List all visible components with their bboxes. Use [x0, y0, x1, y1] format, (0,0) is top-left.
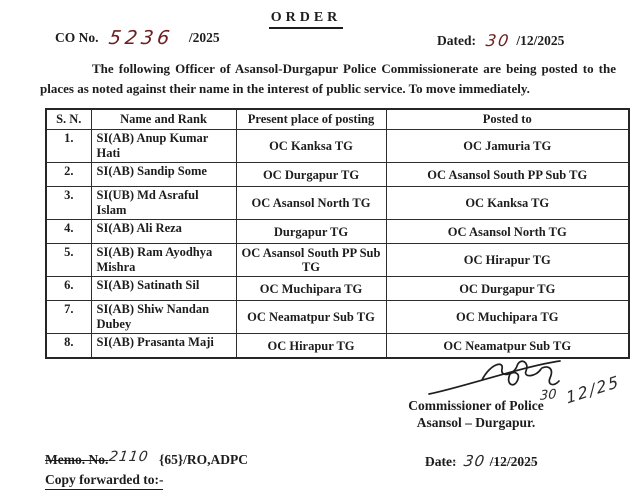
- cell-name: SI(AB) Sandip Some: [91, 163, 236, 187]
- signatory-location: Asansol – Durgapur.: [416, 415, 536, 430]
- cell-posted: OC Kanksa TG: [386, 187, 629, 220]
- cell-posted: OC Asansol North TG: [386, 220, 629, 244]
- cell-name: SI(UB) Md Asraful Islam: [91, 187, 236, 220]
- cell-posted: OC Durgapur TG: [386, 277, 629, 301]
- order-title: ORDER: [269, 10, 344, 29]
- footer-date-value: /12/2025: [489, 454, 538, 469]
- posting-table: [45, 108, 630, 359]
- header-sn: S. N.: [46, 109, 91, 130]
- dated-date: /12/2025: [516, 33, 565, 48]
- cell-present: OC Asansol North TG: [236, 187, 386, 220]
- cell-sn: 2.: [46, 163, 91, 187]
- cell-sn: 7.: [46, 301, 91, 334]
- signature-date-rest-handwritten: 12/25: [564, 371, 622, 408]
- order-body-paragraph: The following Officer of Asansol-Durgapur Police Commissionerate are being posted to the places as noted against their name in the interest of public service. To move immediately.: [40, 61, 616, 96]
- memo-ref: {65}/RO,ADPC: [159, 452, 249, 467]
- cell-posted: OC Jamuria TG: [386, 130, 629, 163]
- signature-block: [390, 354, 620, 438]
- cell-posted: OC Hirapur TG: [386, 244, 629, 277]
- cell-posted: OC Muchipara TG: [386, 301, 629, 334]
- table-row: [46, 163, 629, 187]
- footer-date-day-handwritten: 30: [463, 452, 487, 470]
- co-number-line: [55, 27, 220, 49]
- header-posted: Posted to: [386, 109, 629, 130]
- dated-day-handwritten: 30: [484, 31, 512, 50]
- cell-name: SI(AB) Ram Ayodhya Mishra: [91, 244, 236, 277]
- cell-present: OC Durgapur TG: [236, 163, 386, 187]
- cell-sn: 6.: [46, 277, 91, 301]
- cell-name: SI(AB) Prasanta Maji: [91, 334, 236, 359]
- table-row: [46, 187, 629, 220]
- cell-name: SI(AB) Satinath Sil: [91, 277, 236, 301]
- table-header-row: [46, 109, 629, 130]
- signature-date-day-handwritten: 30: [539, 387, 557, 404]
- cell-present: OC Kanksa TG: [236, 130, 386, 163]
- memo-label: Memo. No.: [45, 452, 109, 467]
- header-present: Present place of posting: [236, 109, 386, 130]
- cell-posted: OC Neamatpur Sub TG: [386, 334, 629, 359]
- footer-date-line: [425, 452, 538, 470]
- cell-sn: 1.: [46, 130, 91, 163]
- cell-posted: OC Asansol South PP Sub TG: [386, 163, 629, 187]
- table-row: [46, 130, 629, 163]
- footer-date-label: Date:: [425, 454, 457, 469]
- cell-sn: 4.: [46, 220, 91, 244]
- dated-line: [437, 31, 564, 50]
- cell-sn: 8.: [46, 334, 91, 359]
- co-number-handwritten: 5236: [106, 27, 175, 49]
- cell-present: OC Asansol South PP Sub TG: [236, 244, 386, 277]
- table-row: [46, 220, 629, 244]
- cell-sn: 3.: [46, 187, 91, 220]
- dated-label: Dated:: [437, 33, 476, 48]
- memo-line: [45, 449, 249, 468]
- cell-sn: 5.: [46, 244, 91, 277]
- copy-forwarded-line: [45, 471, 163, 490]
- table-row: [46, 277, 629, 301]
- signatory-designation: Commissioner of Police: [408, 398, 544, 413]
- order-title-wrap: [0, 8, 640, 29]
- cell-name: SI(AB) Ali Reza: [91, 220, 236, 244]
- table-row: [46, 301, 629, 334]
- cell-present: OC Muchipara TG: [236, 277, 386, 301]
- co-year: /2025: [188, 30, 220, 45]
- cell-present: Durgapur TG: [236, 220, 386, 244]
- cell-name: SI(AB) Shiw Nandan Dubey: [91, 301, 236, 334]
- memo-number-handwritten: 2110: [108, 449, 151, 465]
- cell-name: SI(AB) Anup Kumar Hati: [91, 130, 236, 163]
- header-name: Name and Rank: [91, 109, 236, 130]
- cell-present: OC Neamatpur Sub TG: [236, 301, 386, 334]
- table-row: [46, 244, 629, 277]
- cell-present: OC Hirapur TG: [236, 334, 386, 359]
- copy-forwarded-text: Copy forwarded to:-: [45, 472, 163, 490]
- co-label: CO No.: [55, 30, 99, 45]
